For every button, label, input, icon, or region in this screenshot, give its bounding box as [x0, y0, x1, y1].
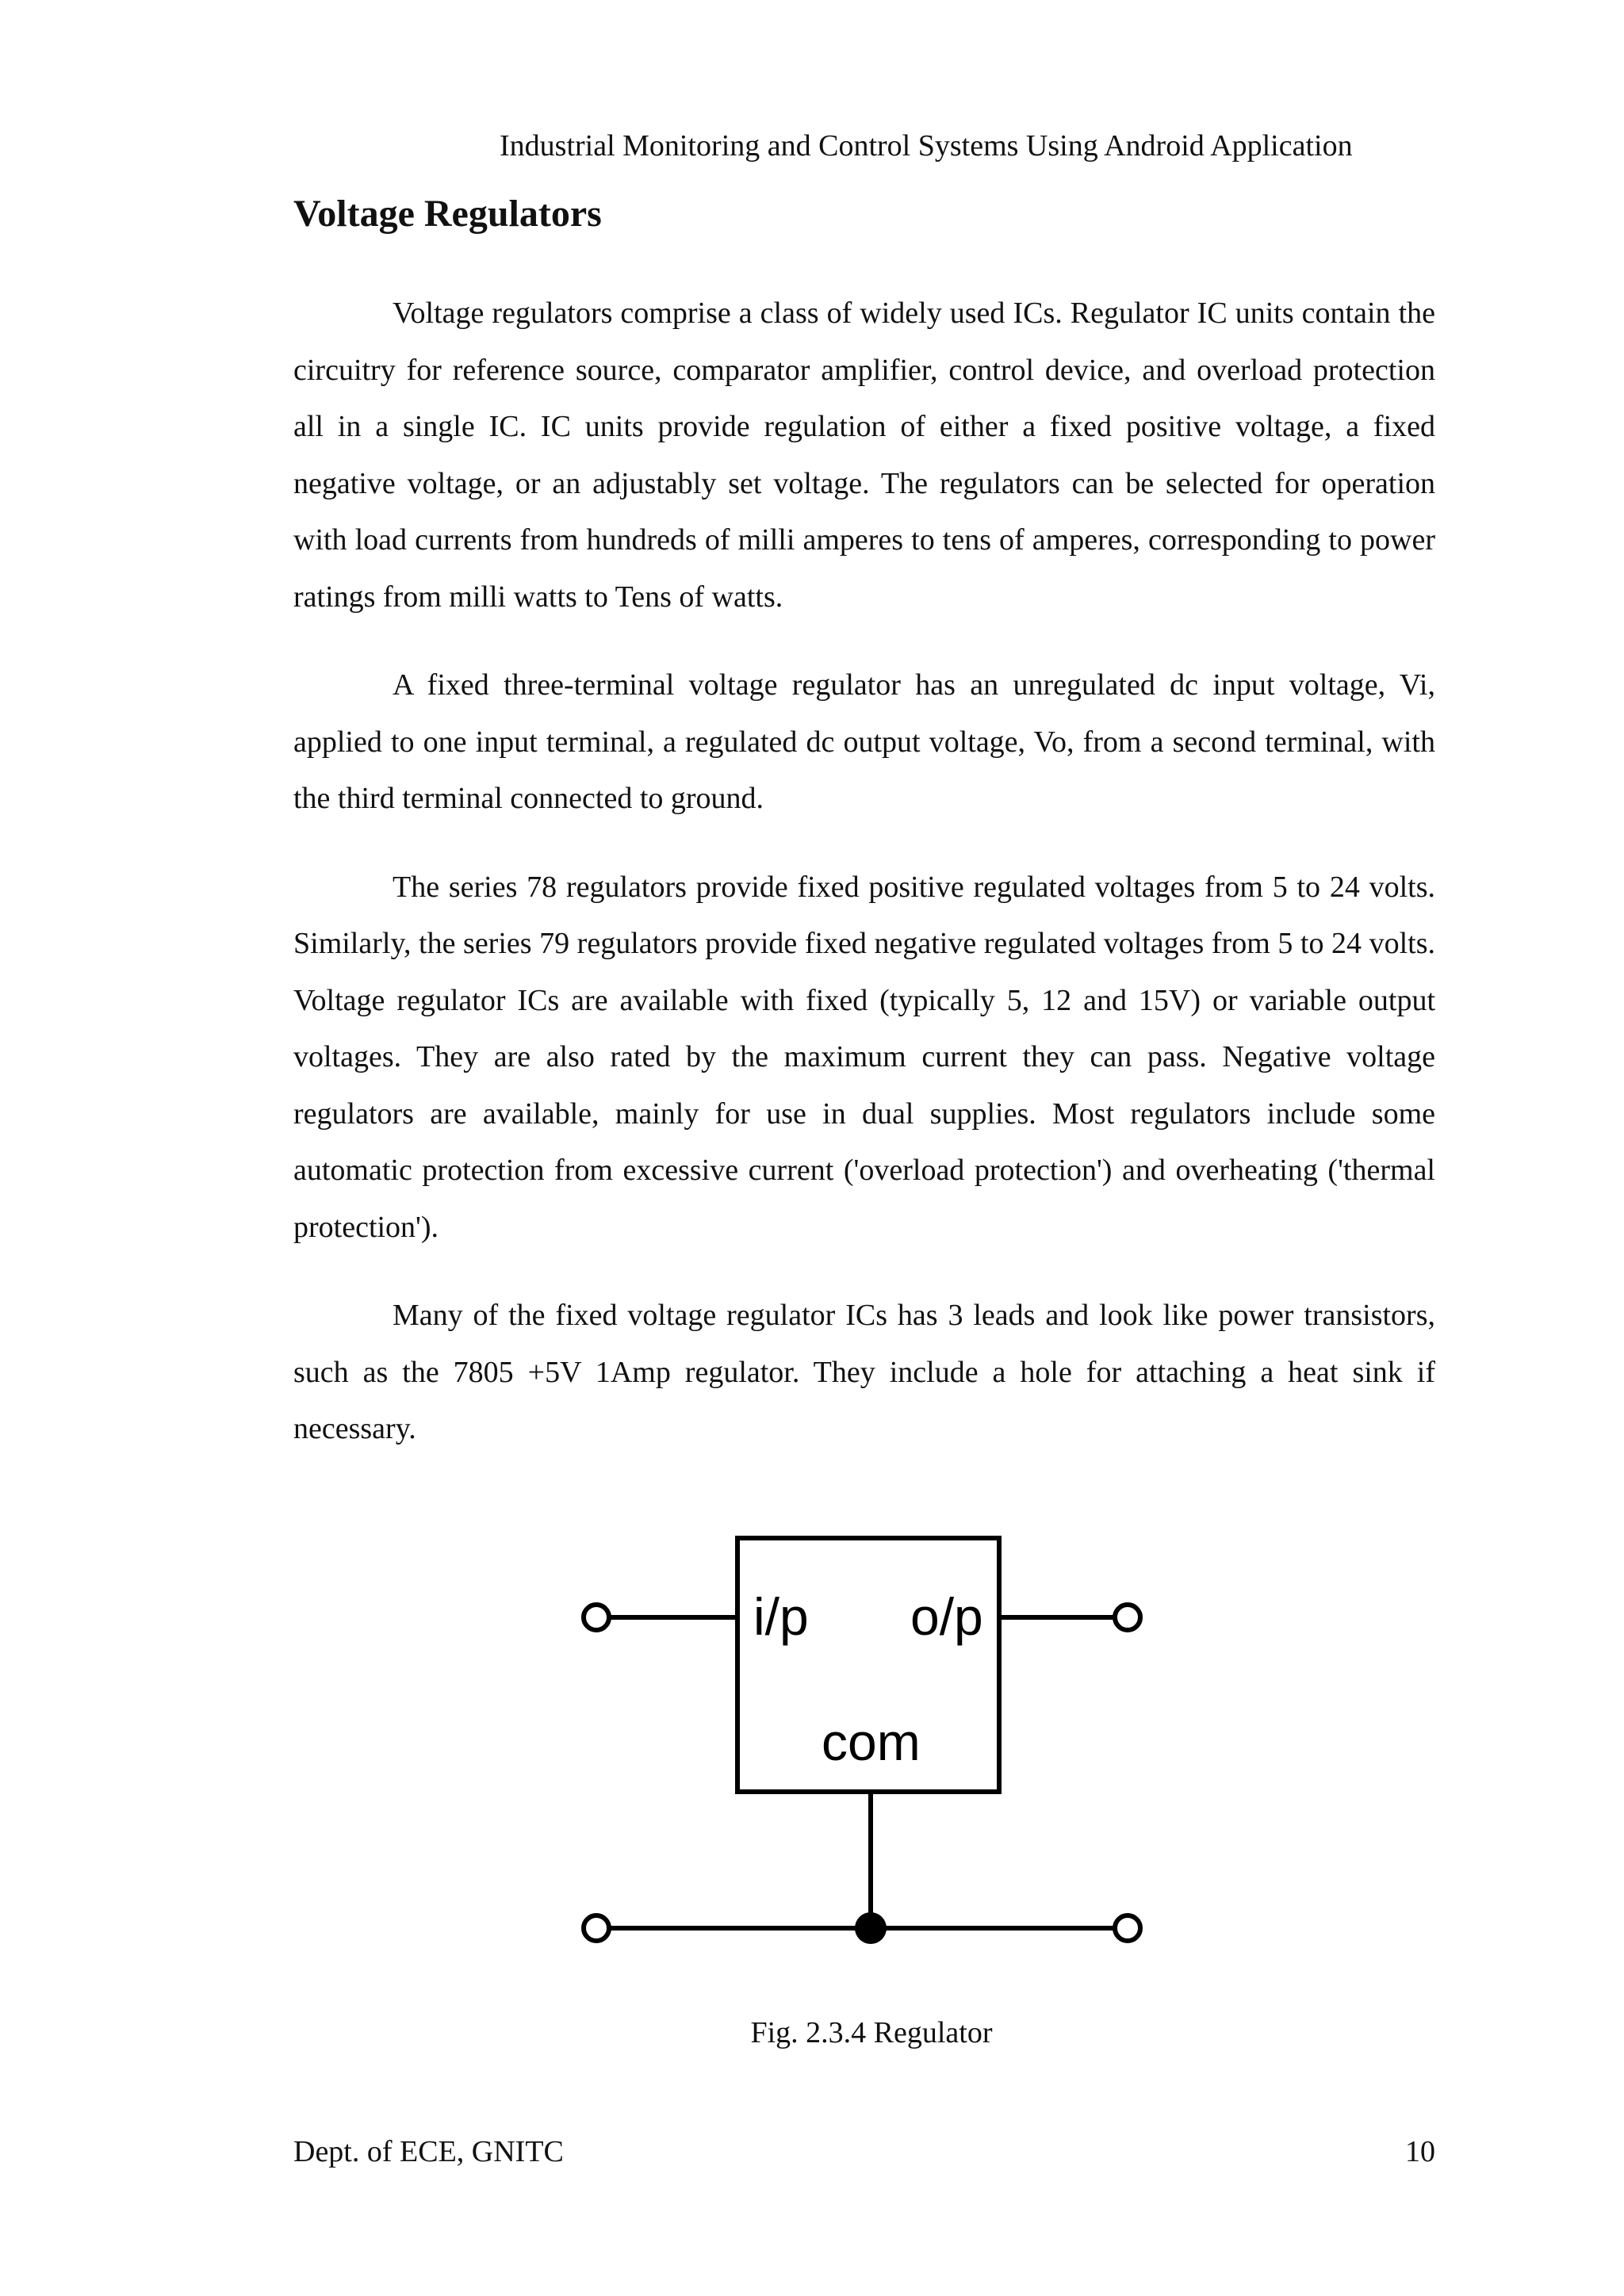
- figure-caption: Fig. 2.3.4 Regulator: [750, 2016, 993, 2049]
- ground-terminal-right: [1115, 1915, 1140, 1941]
- page-number: 10: [1405, 2135, 1435, 2168]
- input-label: i/p: [753, 1587, 809, 1646]
- paragraph-1: Voltage regulators comprise a class of widely used ICs. Regulator IC units contain the circuitry for reference source, comparator amplifier, control device, and overload protection all in a single IC. IC units provide regulation of either a fixed positive voltage, a fixed negative voltage, or an adjustably set voltage. The regulators can be selected for operation with load currents from hundreds of milli amperes to tens of amperes, corresponding to power ratings from milli watts to Tens of watts.: [293, 297, 1435, 614]
- output-label: o/p: [910, 1587, 983, 1646]
- paragraph-2: A fixed three-terminal voltage regulator has an unregulated dc input voltage, Vi, applied to one input terminal, a regulated dc output voltage, Vo, from a second terminal, with the third terminal connected to ground.: [293, 668, 1435, 815]
- input-terminal: [584, 1605, 609, 1630]
- paragraph-4: Many of the fixed voltage regulator ICs has 3 leads and look like power transistors, such as the 7805 +5V 1Amp regulator. They include a hole for attaching a heat sink if necessary.: [293, 1299, 1435, 1445]
- body-text: [293, 285, 1435, 1490]
- running-header: Industrial Monitoring and Control Systems Using Android Application: [500, 129, 1353, 163]
- regulator-diagram: [555, 1506, 1189, 1950]
- regulator-schematic: [555, 1506, 1189, 1950]
- footer-department: Dept. of ECE, GNITC: [293, 2135, 564, 2168]
- common-label: com: [822, 1712, 921, 1771]
- paragraph-3: The series 78 regulators provide fixed positive regulated voltages from 5 to 24 volts. Similarly, the series 79 regulators provide fixed negative regulated voltages from 5 to 24 volts. Voltage regulator ICs are available with fixed (typically 5, 12 and 15V) or variable output voltages. They are also rated by the maximum current they can pass. Negative voltage regulators are available, mainly for use in dual supplies. Most regulators include some automatic protection from excessive current ('overload protection') and overheating ('thermal protection').: [293, 870, 1435, 1244]
- ground-junction: [855, 1912, 887, 1944]
- ground-terminal-left: [584, 1915, 609, 1941]
- section-heading: Voltage Regulators: [293, 193, 602, 235]
- output-terminal: [1115, 1605, 1140, 1630]
